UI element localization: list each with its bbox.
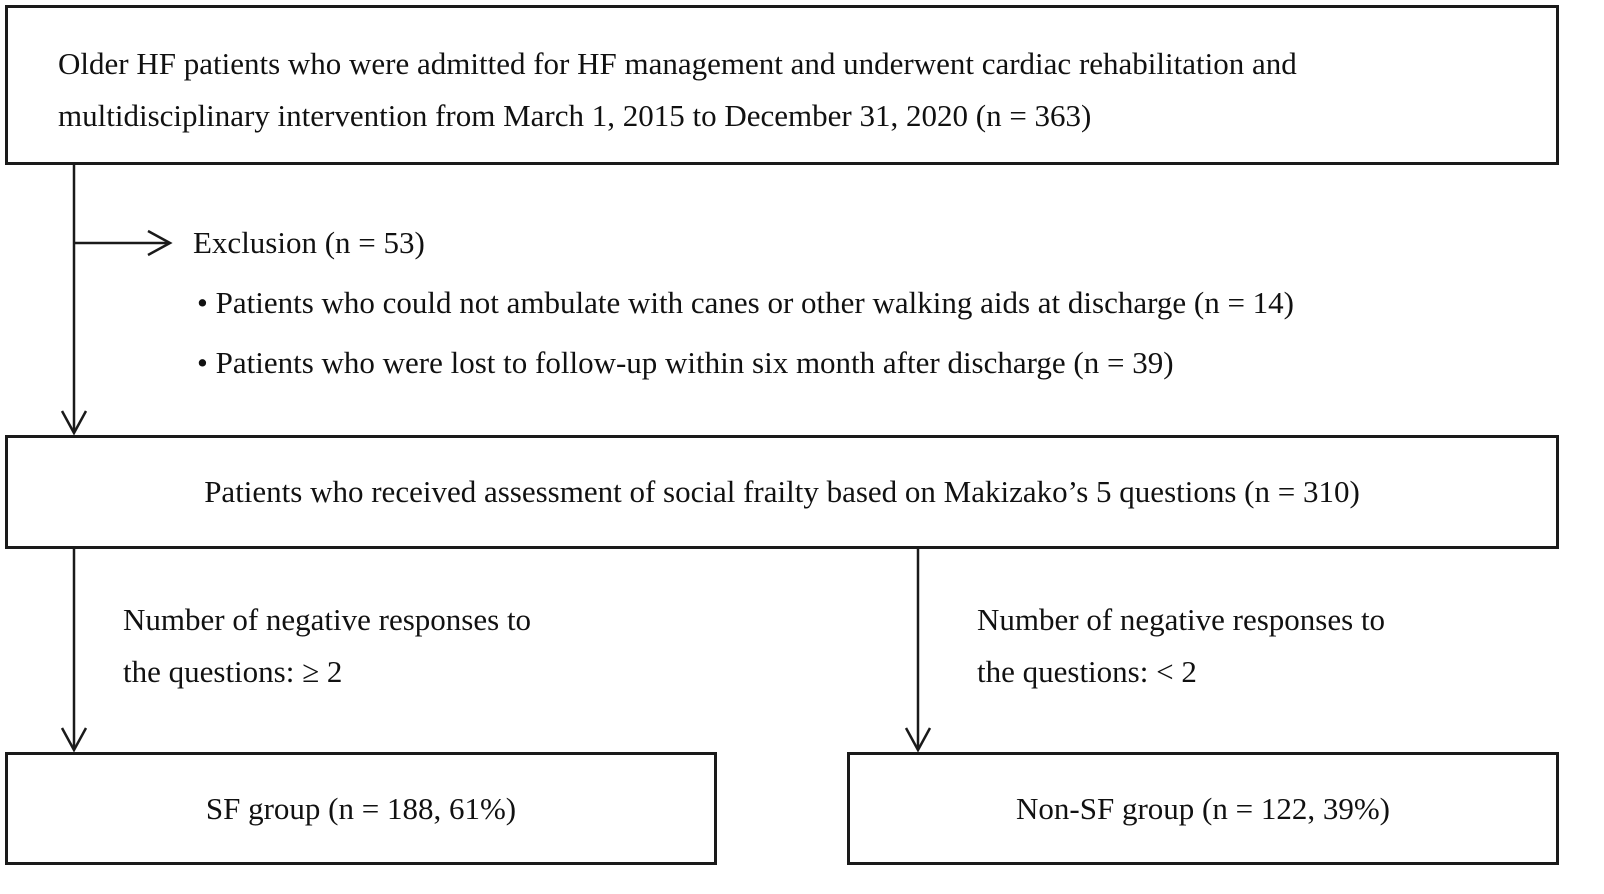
non-sf-group-text: Non-SF group (n = 122, 39%) xyxy=(1016,790,1390,826)
sf-group-box xyxy=(5,752,717,865)
left-branch-line2: the questions: ≥ 2 xyxy=(123,654,343,689)
left-branch-line1: Number of negative responses to xyxy=(123,602,532,637)
top-box-line1: Older HF patients who were admitted for HF management and underwent cardiac rehabilitation and xyxy=(58,46,1297,81)
middle-box-text: Patients who received assessment of social frailty based on Makizako’s 5 questions (n = 310) xyxy=(204,474,1360,509)
sf-group-text: SF group (n = 188, 61%) xyxy=(205,790,517,826)
right-branch-line1: Number of negative responses to xyxy=(977,602,1386,637)
right-branch-line2: the questions: < 2 xyxy=(977,654,1197,689)
exclusion-item: • Patients who were lost to follow-up within six month after discharge (n = 39) xyxy=(197,345,1174,380)
exclusion-title: Exclusion (n = 53) xyxy=(193,225,425,260)
middle-box xyxy=(5,435,1559,549)
top-box xyxy=(5,5,1559,165)
top-box-line2: multidisciplinary intervention from March 1, 2015 to December 31, 2020 (n = 363) xyxy=(58,98,1092,133)
exclusion-item: • Patients who could not ambulate with canes or other walking aids at discharge (n = 14) xyxy=(197,285,1295,320)
non-sf-group-box xyxy=(847,752,1559,865)
